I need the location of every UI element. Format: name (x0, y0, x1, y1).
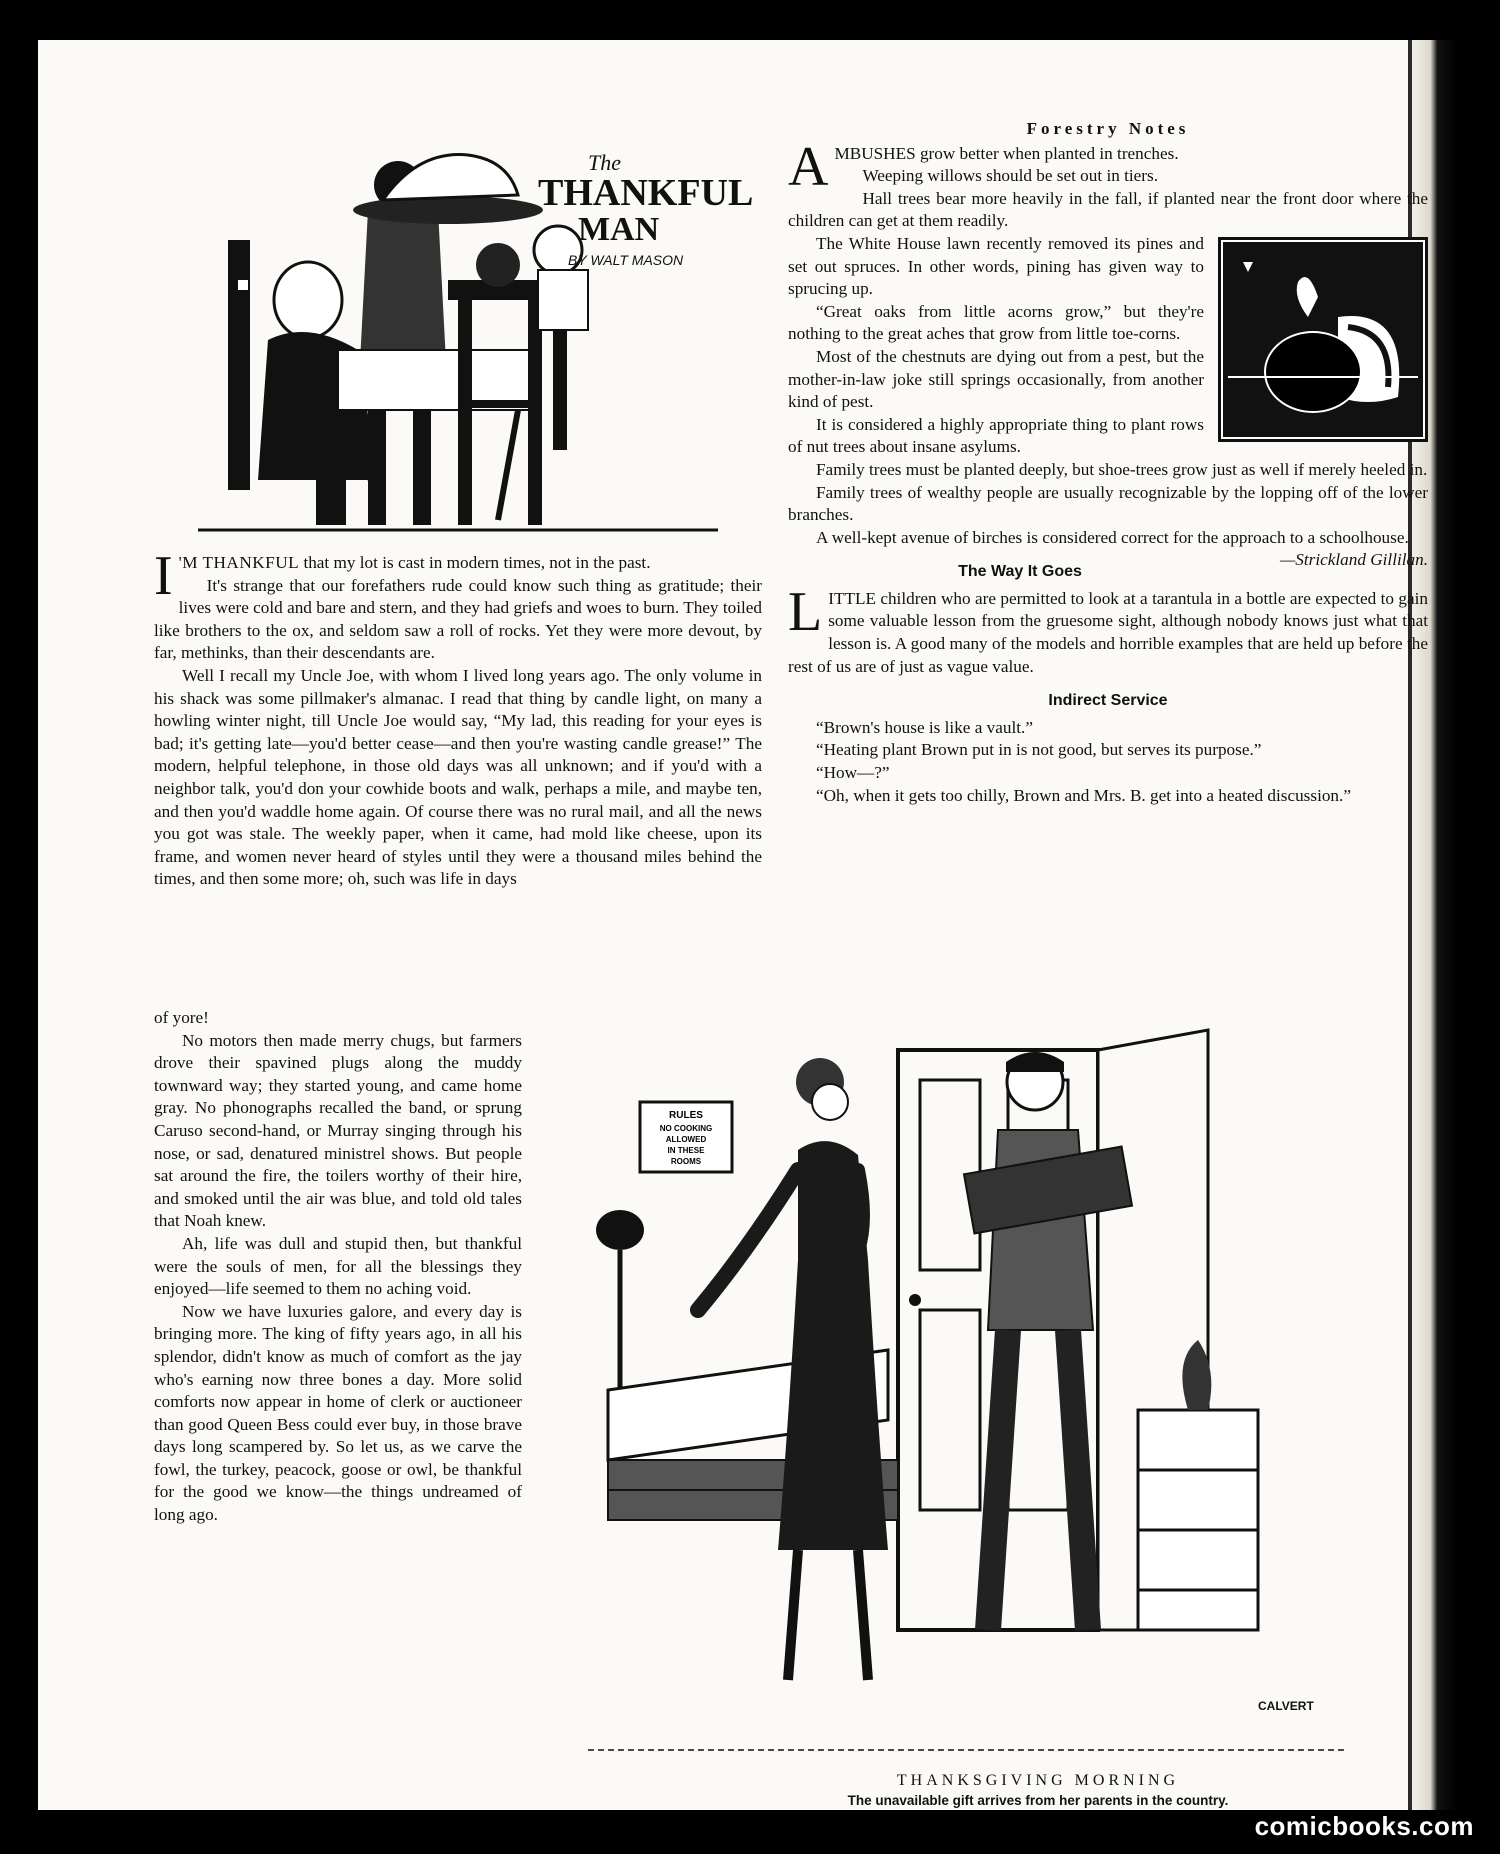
paragraph-text: A well-kept avenue of birches is considered correct for the approach to a schoolhouse. (816, 527, 1409, 547)
turkey-illustration (1218, 237, 1428, 442)
dialogue-line: “Heating plant Brown put in is not good, but serves its purpose.” (816, 740, 1262, 760)
sign-line3: ALLOWED (665, 1135, 707, 1144)
paragraph: Weeping willows should be set out in tiers. (862, 166, 1158, 186)
paragraph: Now we have luxuries galore, and every day is bringing more. The king of fifty years ago, in all his splendor, didn't know as much of comfort as the jay who's earning now three bones a day. More solid comforts now appear in home of clerk or auctioneer than good Queen Bess could ever buy, in those brave days long scampered by. So let us, as we carve the fowl, the turkey, peacock, goose or owl, be thankful for the good we know—the things undreamed of long ago. (154, 1301, 522, 1525)
thankful-man-illustration (198, 100, 754, 540)
first-paragraph (154, 545, 762, 607)
drop-cap: I (154, 545, 173, 607)
thanksgiving-illustration (568, 990, 1368, 1790)
magazine-page (38, 40, 1458, 1810)
sign-line1: RULES (669, 1110, 703, 1121)
first-lead: MBUSHES (834, 143, 916, 163)
paragraph: Hall trees bear more heavily in the fall, if planted near the front door where the children can get at them readily. (788, 188, 1428, 231)
paragraph-tail: of yore! (154, 1008, 209, 1027)
forestry-title: Forestry Notes (1026, 119, 1190, 138)
artist-signature: CALVERT (1258, 1699, 1314, 1713)
way-it-goes-body (788, 580, 1428, 678)
sign-line4: IN THESE (667, 1146, 705, 1155)
sign-line5: ROOMS (670, 1157, 702, 1166)
first-line-lead: 'M THANKFUL (178, 553, 300, 572)
caption-title: THANKSGIVING MORNING (896, 1772, 1180, 1789)
paragraph: Ah, life was dull and stupid then, but thankful were the souls of men, for all the blessings they enjoyed—life seemed to them no aching void. (154, 1233, 522, 1299)
dialogue-line: “How—?” (816, 763, 890, 783)
lead: ITTLE (828, 588, 876, 608)
paragraph: Family trees must be planted deeply, but shoe-trees grow just as well if merely heeled in. (816, 459, 1428, 479)
paragraph: No motors then made merry chugs, but farmers drove their spavined plugs along the muddy townward way; they started young, and came home gray. No phonographs recalled the band, or sprung Caruso second-hand, or Murray singing through his nose, or sad, denatured ministrel shows. But people sat around the fire, the toilers worthy of their hire, and smoked until the air was blue, and told old tales that Noah knew. (154, 1030, 522, 1231)
paragraph: It is considered a highly appropriate thing to plant rows of nut trees about insane asylums. (788, 414, 1204, 457)
site-watermark: comicbooks.com (1254, 1811, 1474, 1841)
paragraph: Family trees of wealthy people are usually recognizable by the lopping off of the lower branches. (788, 482, 1428, 525)
first-line-rest: that my lot is cast in modern times, not in the past. (299, 553, 651, 572)
title-prefix: The (588, 150, 621, 175)
dialogue-line: “Oh, when it gets too chilly, Brown and Mrs. B. get into a heated discussion.” (816, 785, 1351, 805)
signature: —Strickland Gillilan. (1280, 550, 1428, 570)
paragraph (788, 527, 1428, 570)
sign-line2: NO COOKING (659, 1124, 713, 1133)
paragraph: It's strange that our forefathers rude could know such thing as gratitude; their lives were cold and bare and stern, and they had griefs and woes to burn. They toiled like brothers to the ox, and seldom saw a roll of rocks. Yet they were more devout, by far, methinks, than their descendants are. (154, 575, 762, 663)
drop-cap: L (788, 580, 823, 643)
way-it-goes-title: The Way It Goes (958, 563, 1082, 581)
title-line2: MAN (578, 211, 660, 248)
title-line1: THANKFUL (538, 172, 754, 214)
first-rest: grow better when planted in trenches. (915, 143, 1179, 163)
dialogue-line: “Brown's house is like a vault.” (816, 717, 1033, 737)
thankful-man-column (154, 545, 762, 891)
forestry-notes-column (788, 118, 1428, 807)
caption-subtitle: The unavailable gift arrives from her parents in the country. (847, 1793, 1229, 1808)
body: children who are permitted to look at a tarantula in a bottle are expected to gain some valuable lesson from the gruesome sight, although nobody knows just what that lesson is. A good many of the models and horrible examples that are held up before the rest of us are of just as vague value. (788, 588, 1428, 676)
paragraph: The White House lawn recently removed its pines and set out spruces. In other words, pining has given way to sprucing up. (788, 233, 1204, 299)
indirect-service-title: Indirect Service (1048, 692, 1168, 710)
thankful-man-narrow-column (154, 1007, 522, 1527)
paragraph: Most of the chestnuts are dying out from a pest, but the mother-in-law joke still springs occasionally, from another kind of pest. (788, 346, 1204, 412)
paragraph: Well I recall my Uncle Joe, with whom I lived long years ago. The only volume in his shack was some pillmaker's almanac. I read that thing by candle light, on many a howling winter night, till Uncle Joe would say, “My lad, this reading for your eyes is bad; it's getting late—you'd better cease—and then you're wasting candle grease!” The modern, helpful telephone, in those old days was all unknown; and if you'd with a neighbor talk, you'd don your cowhide boots and walk, perhaps a mile, and maybe ten, and then you'd waddle home again. Of course there was no rural mail, and all the news you got was stale. The weekly paper, when it came, had mold like cheese, upon its frame, and women never heard of styles until they were a thousand miles behind the times, and then some more; oh, such was life in days (154, 665, 762, 889)
byline: BY WALT MASON (568, 252, 684, 268)
paragraph: “Great oaks from little acorns grow,” but they're nothing to the great aches that grow from little toe-corns. (788, 301, 1204, 344)
drop-cap: A (788, 135, 829, 198)
